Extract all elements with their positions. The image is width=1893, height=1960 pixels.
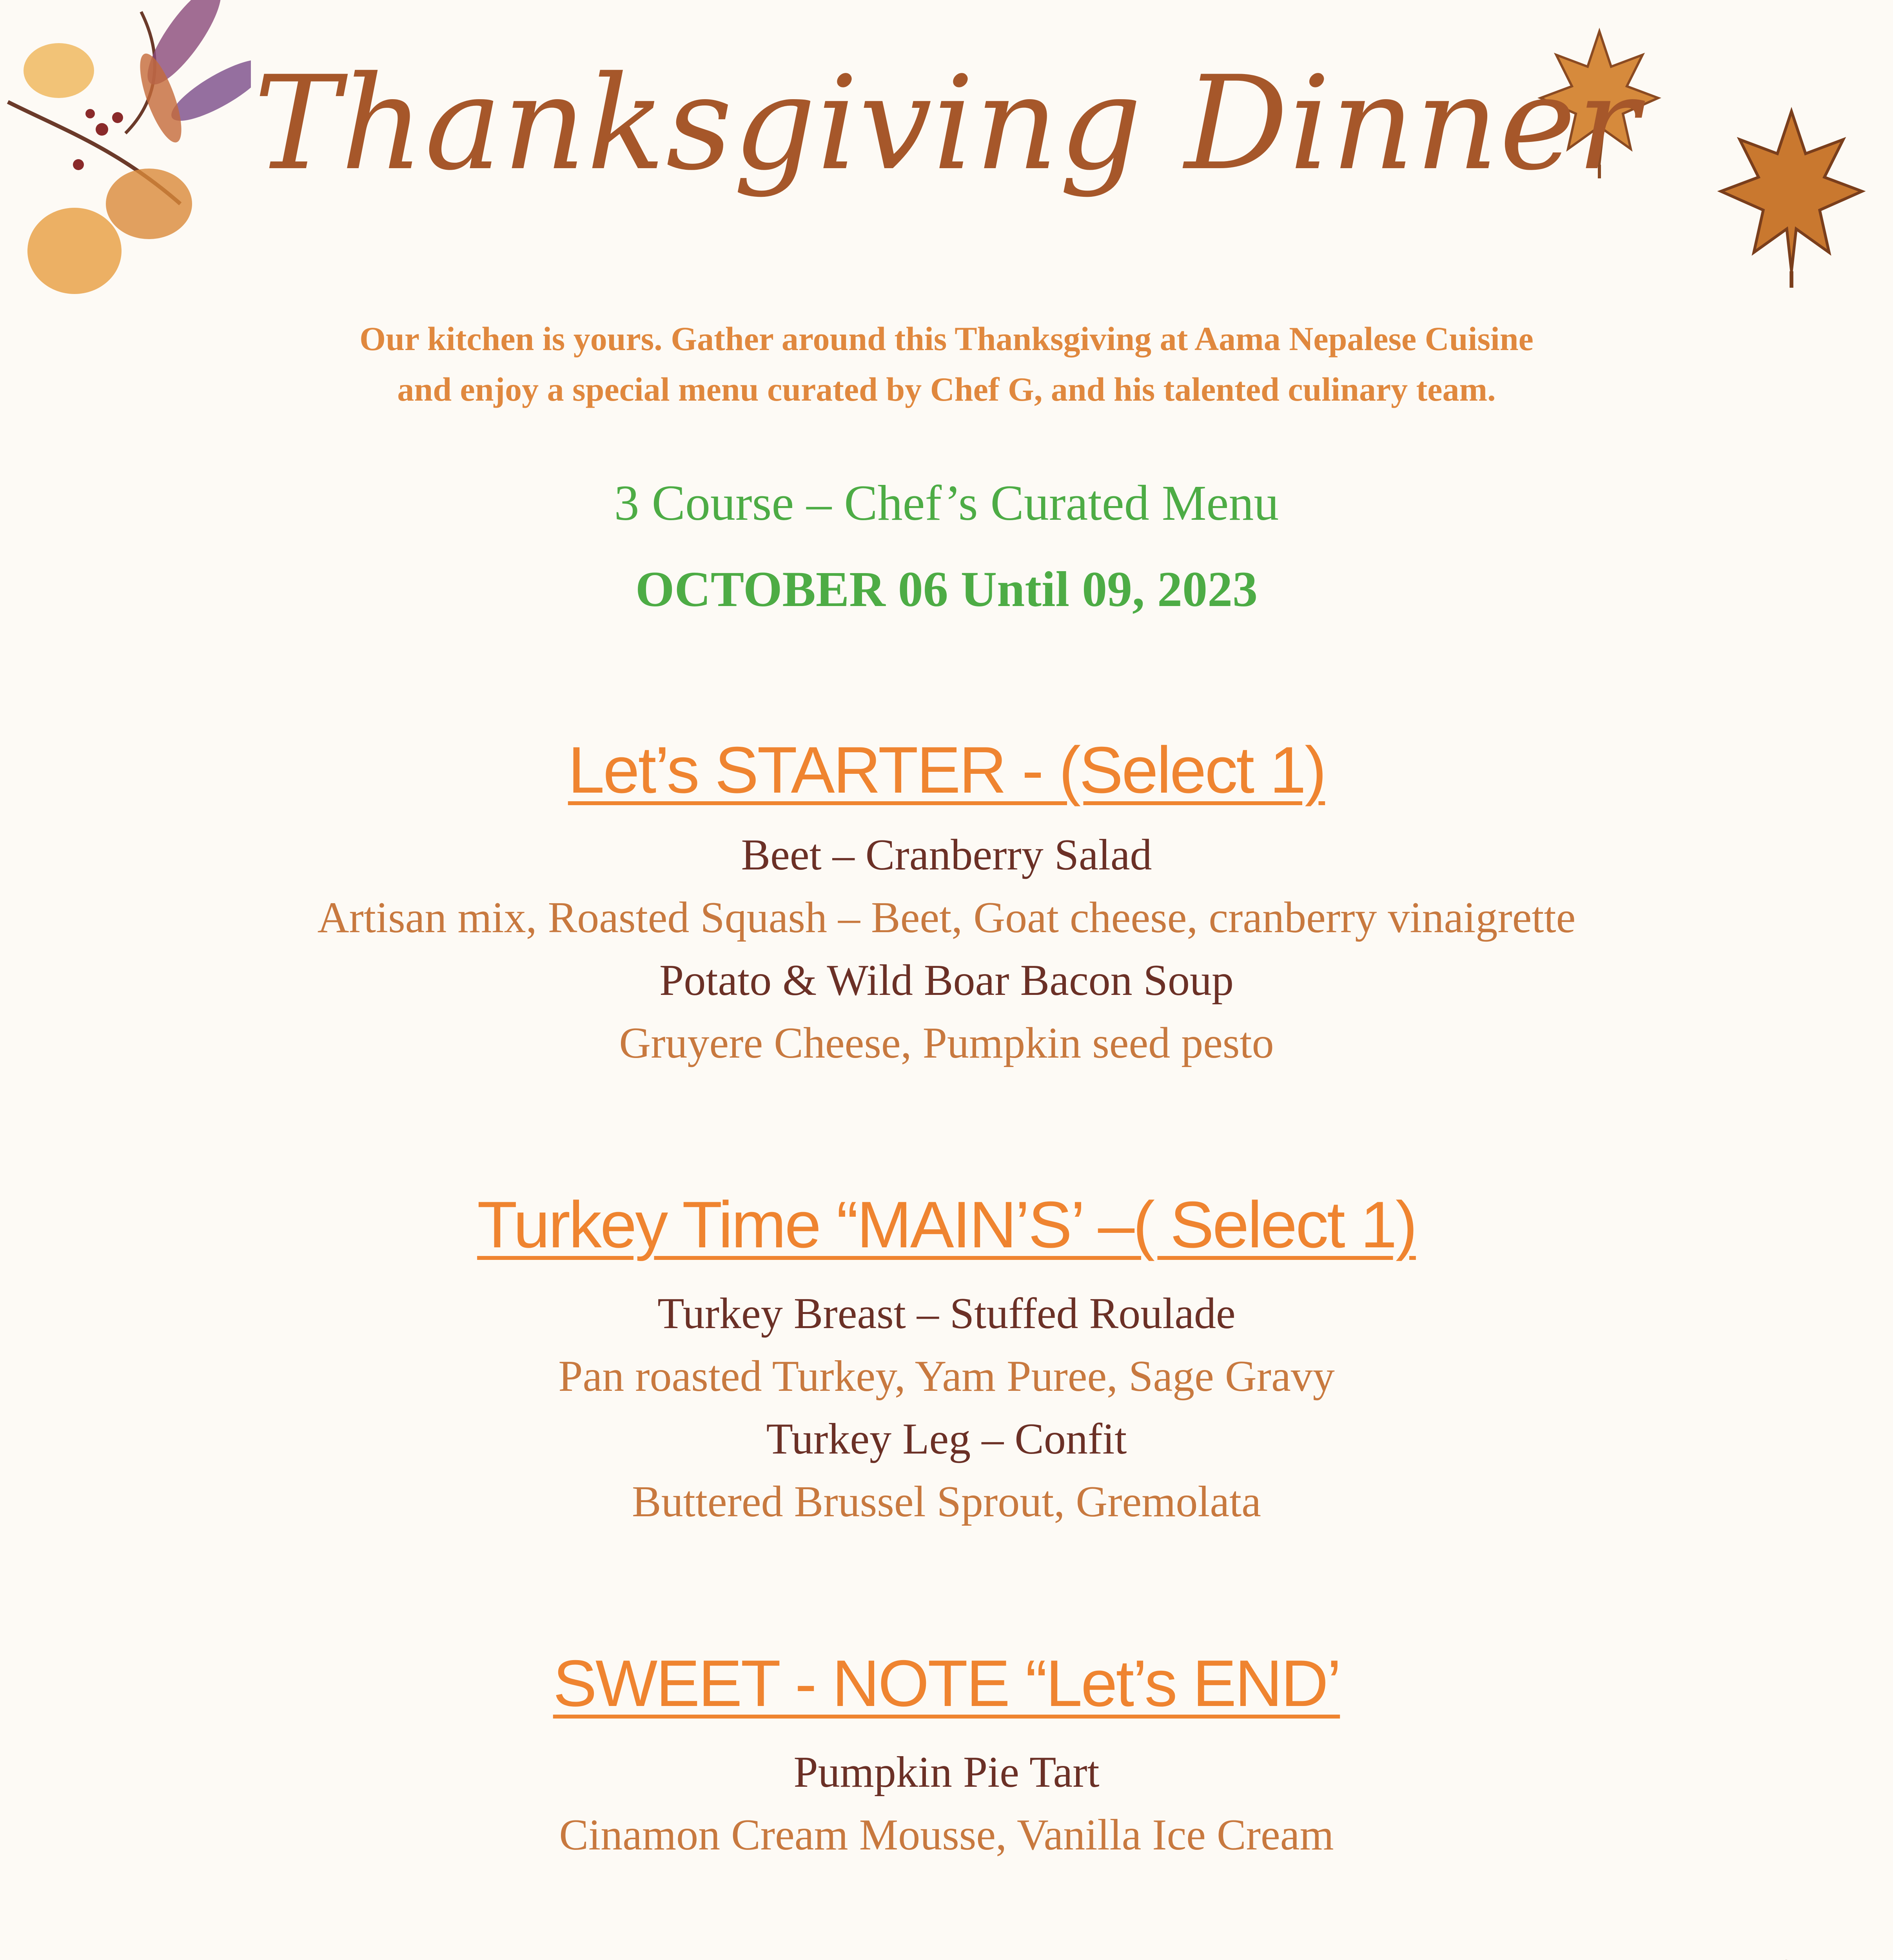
dish-name: Pumpkin Pie Tart	[793, 1748, 1100, 1797]
dish-description: Pan roasted Turkey, Yam Puree, Sage Gravy	[558, 1352, 1335, 1401]
dish-description: Gruyere Cheese, Pumpkin seed pesto	[619, 1019, 1274, 1067]
dish-name: Potato & Wild Boar Bacon Soup	[659, 956, 1234, 1005]
intro-line: and enjoy a special menu curated by Chef G, and his talented culinary team.	[397, 370, 1496, 408]
dish-name: Beet – Cranberry Salad	[741, 831, 1152, 879]
page-title: Thanksgiving Dinner	[254, 48, 1639, 199]
course-info: 3 Course – Chef’s Curated Menu	[614, 475, 1279, 531]
section-heading-dessert: SWEET - NOTE “Let’s END’	[553, 1646, 1340, 1720]
dish-name: Turkey Breast – Stuffed Roulade	[657, 1289, 1236, 1338]
section-heading-mains: Turkey Time “MAIN’S’ –( Select 1)	[477, 1188, 1416, 1261]
dish-name: Turkey Leg – Confit	[766, 1415, 1127, 1463]
intro-line: Our kitchen is yours. Gather around this Thanksgiving at Aama Nepalese Cuisine	[359, 320, 1534, 358]
dish-description: Cinamon Cream Mousse, Vanilla Ice Cream	[559, 1811, 1334, 1859]
section-heading-starter: Let’s STARTER - (Select 1)	[568, 733, 1325, 807]
dish-description: Artisan mix, Roasted Squash – Beet, Goat cheese, cranberry vinaigrette	[317, 893, 1576, 942]
intro-text	[0, 314, 1893, 415]
dish-description: Buttered Brussel Sprout, Gremolata	[632, 1477, 1261, 1526]
pumpkin-icon	[1474, 1952, 1893, 1960]
date-range: OCTOBER 06 Until 09, 2023	[635, 561, 1258, 617]
